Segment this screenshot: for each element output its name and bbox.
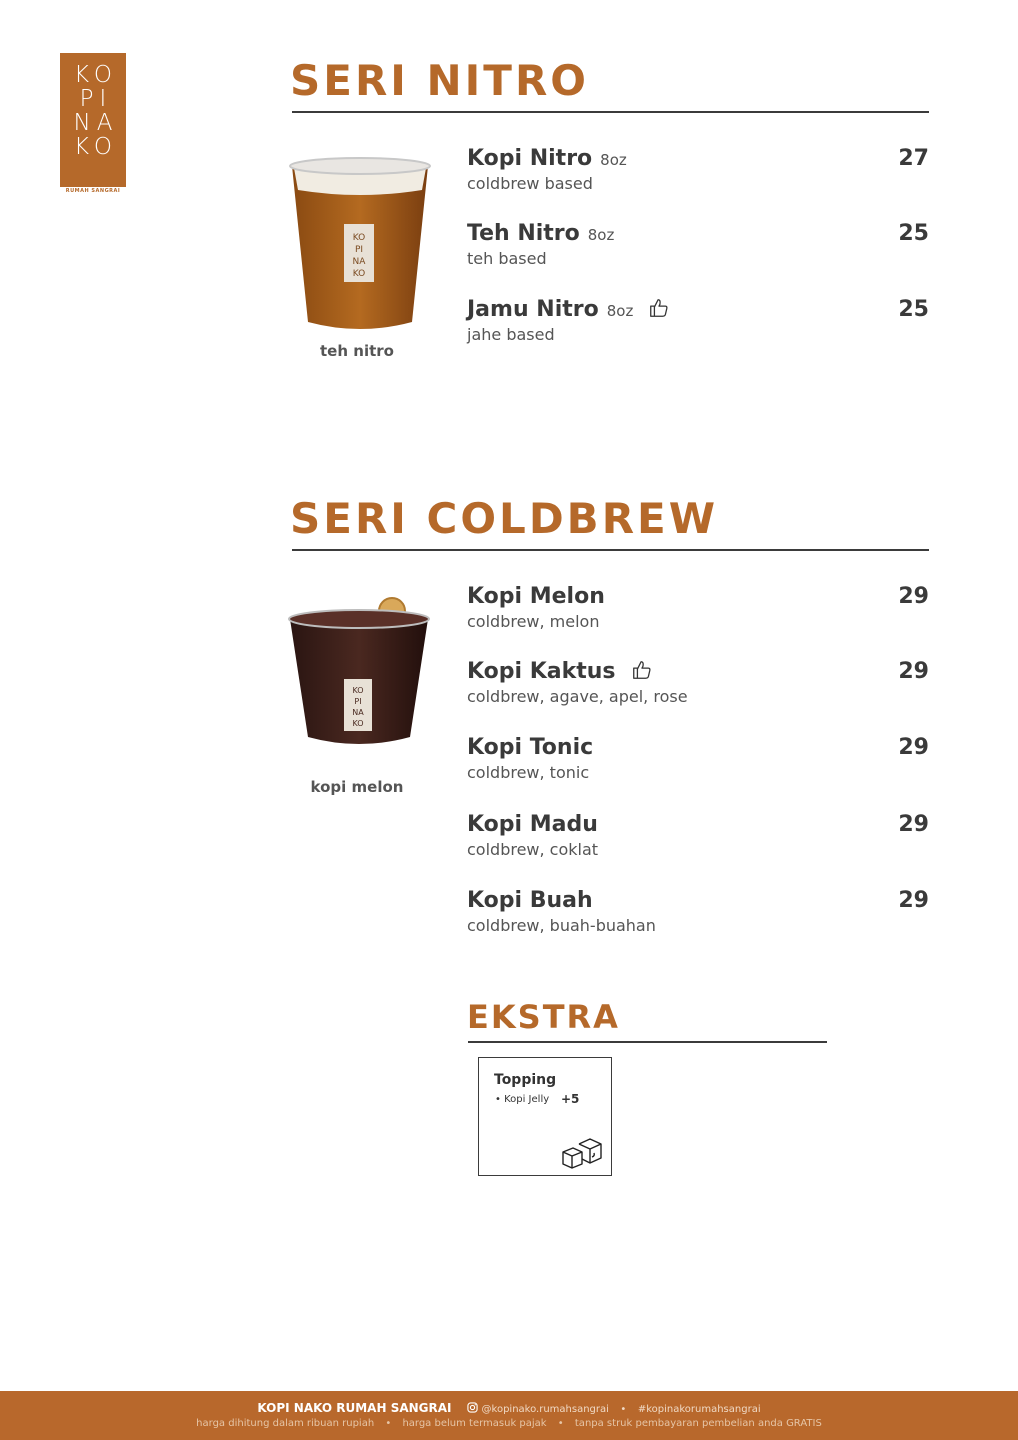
hashtag: #kopinakorumahsangrai xyxy=(637,1404,761,1415)
item-size: 8oz xyxy=(587,226,615,244)
footer-note: tanpa struk pembayaran pembelian anda GRATIS xyxy=(574,1418,822,1429)
topping-item: • Kopi Jelly xyxy=(495,1094,550,1105)
brand-logo xyxy=(60,53,126,187)
ekstra-section-title: EKSTRA xyxy=(467,998,620,1036)
item-description: coldbrew, coklat xyxy=(467,840,599,859)
nitro-section-title: SERI NITRO xyxy=(290,56,590,105)
item-description: coldbrew, agave, apel, rose xyxy=(467,687,688,706)
menu-item xyxy=(467,735,929,795)
item-name: Jamu Nitro xyxy=(467,297,599,322)
item-size: 8oz xyxy=(600,151,627,169)
item-description: coldbrew based xyxy=(467,174,593,193)
topping-price: +5 xyxy=(561,1092,580,1106)
footer-brand: KOPI NAKO RUMAH SANGRAI xyxy=(257,1401,452,1415)
item-name: Kopi Madu xyxy=(467,812,598,837)
section-divider xyxy=(292,549,929,551)
instagram-icon xyxy=(467,1402,478,1413)
photo-caption: kopi melon xyxy=(310,778,404,796)
item-price: 29 xyxy=(898,888,929,913)
svg-text:NA: NA xyxy=(352,708,364,717)
menu-item xyxy=(467,812,929,872)
separator-dot: • xyxy=(385,1418,392,1429)
svg-text:NA: NA xyxy=(352,257,366,267)
svg-text:KO: KO xyxy=(352,269,366,279)
separator-dot: • xyxy=(557,1418,564,1429)
item-description: coldbrew, melon xyxy=(467,612,600,631)
item-price: 25 xyxy=(898,221,929,246)
coldbrew-section-title: SERI COLDBREW xyxy=(290,494,719,543)
item-price: 27 xyxy=(898,146,929,171)
svg-text:KO: KO xyxy=(352,686,364,695)
item-price: 29 xyxy=(898,735,929,760)
logo-row: PI xyxy=(79,86,113,112)
item-name: Kopi Tonic xyxy=(467,735,594,760)
menu-item xyxy=(467,297,929,357)
svg-text:KO: KO xyxy=(352,719,364,728)
jelly-cubes-icon xyxy=(561,1136,603,1170)
kopi-melon-photo xyxy=(286,597,432,749)
logo-row: NA xyxy=(73,110,119,136)
photo-caption: teh nitro xyxy=(320,342,394,360)
item-description: teh based xyxy=(467,249,547,268)
footer-note: harga dihitung dalam ribuan rupiah xyxy=(196,1418,375,1429)
footer-note: harga belum termasuk pajak xyxy=(402,1418,547,1429)
separator-dot: • xyxy=(620,1404,627,1415)
topping-box xyxy=(478,1057,612,1176)
menu-item xyxy=(467,888,929,948)
logo-row: KO xyxy=(74,134,118,160)
item-name: Kopi Buah xyxy=(467,888,593,913)
topping-title: Topping xyxy=(494,1072,557,1088)
item-price: 29 xyxy=(898,659,929,684)
svg-text:PI: PI xyxy=(354,697,362,706)
teh-nitro-photo xyxy=(288,154,432,336)
item-name: Teh Nitro xyxy=(467,221,580,246)
section-divider xyxy=(468,1041,827,1043)
thumbs-up-icon xyxy=(631,659,653,681)
item-price: 25 xyxy=(898,297,929,322)
menu-item xyxy=(467,221,929,281)
item-name: Kopi Melon xyxy=(467,584,605,609)
svg-text:PI: PI xyxy=(354,245,364,255)
item-description: coldbrew, buah-buahan xyxy=(467,916,656,935)
item-description: jahe based xyxy=(467,325,555,344)
item-price: 29 xyxy=(898,812,929,837)
item-description: coldbrew, tonic xyxy=(467,763,590,782)
footer xyxy=(0,1391,1018,1440)
logo-subtitle: RUMAH SANGRAI xyxy=(65,188,121,194)
instagram-handle[interactable]: @kopinako.rumahsangrai xyxy=(481,1404,609,1415)
thumbs-up-icon xyxy=(648,297,670,319)
menu-item xyxy=(467,146,929,206)
section-divider xyxy=(292,111,929,113)
item-size: 8oz xyxy=(606,302,634,320)
menu-item xyxy=(467,659,929,719)
logo-row: KO xyxy=(74,62,118,88)
svg-text:KO: KO xyxy=(352,233,366,243)
item-name: Kopi Kaktus xyxy=(467,659,616,684)
item-price: 29 xyxy=(898,584,929,609)
item-name: Kopi Nitro xyxy=(467,146,593,171)
menu-item xyxy=(467,584,929,644)
